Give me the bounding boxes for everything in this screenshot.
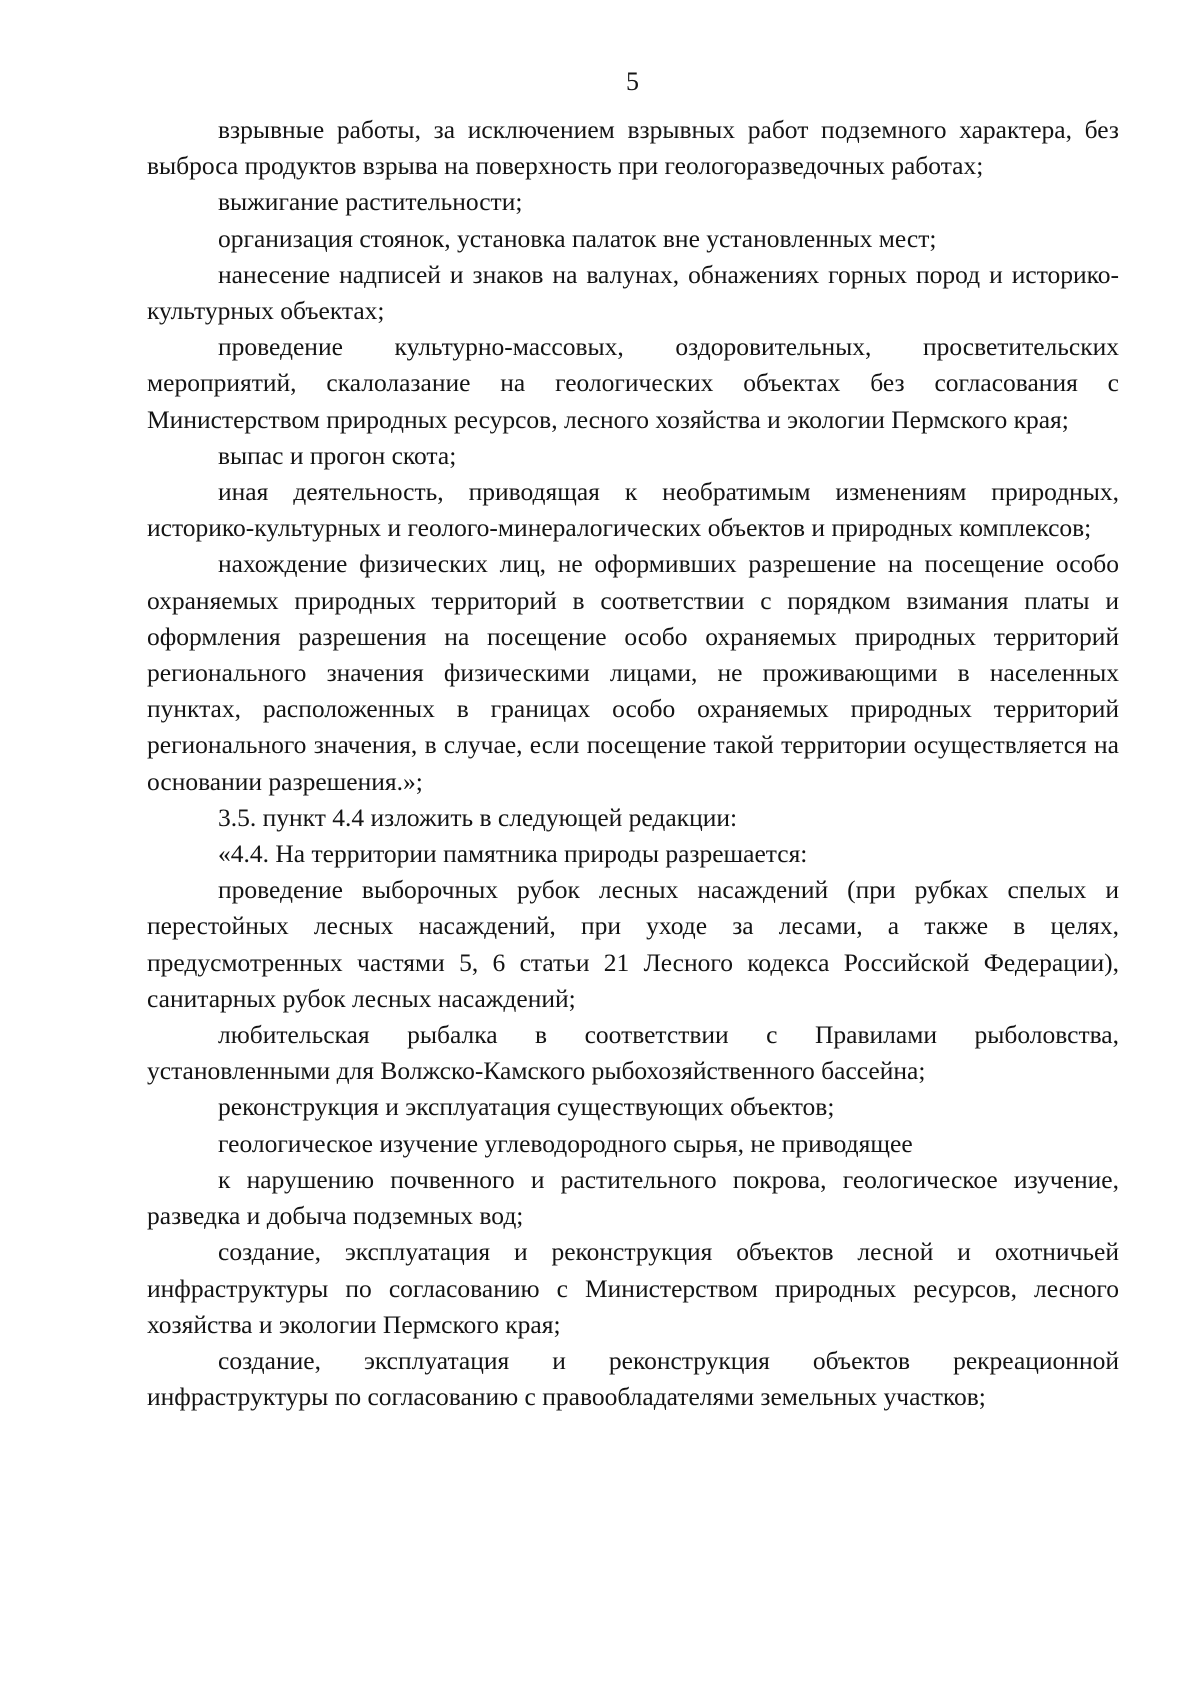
paragraph: нахождение физических лиц, не оформивших разрешение на посещение особо охраняемых природных территорий в соответствии с порядком взимания платы и оформления разрешения на посещение особо охраняемых природных территорий регионального значения физическими лицами, не проживающими в населенных пунктах, расположенных в границах особо охраняемых природных территорий регионального значения, в случае, если посещение такой территории осуществляется на основании разрешения.»; <box>147 549 1119 796</box>
paragraph: «4.4. На территории памятника природы разрешается: <box>218 839 808 869</box>
paragraph: организация стоянок, установка палаток вне установленных мест; <box>218 223 937 253</box>
paragraph: геологическое изучение углеводородного сырья, не приводящее <box>218 1128 913 1158</box>
paragraph: взрывные работы, за исключением взрывных работ подземного характера, без выброса продуктов взрыва на поверхность при геологоразведочных работах; <box>147 115 1119 181</box>
paragraph: создание, эксплуатация и реконструкция объектов лесной и охотничьей инфраструктуры по согласованию с Министерством природных ресурсов, лесного хозяйства и экологии Пермского края; <box>147 1237 1119 1339</box>
paragraph: нанесение надписей и знаков на валунах, обнажениях горных пород и историко-культурных объектах; <box>147 259 1119 326</box>
paragraph: выжигание растительности; <box>218 187 523 217</box>
paragraph: выпас и прогон скота; <box>218 440 457 470</box>
paragraph: реконструкция и эксплуатация существующих объектов; <box>218 1092 835 1122</box>
paragraph: проведение культурно-массовых, оздоровительных, просветительских мероприятий, скалолазание на геологических объектах без согласования с Министерством природных ресурсов, лесного хозяйства и экологии Пермского края; <box>147 332 1119 434</box>
paragraph: к нарушению почвенного и растительного покрова, геологическое изучение, разведка и добыча подземных вод; <box>147 1164 1119 1231</box>
paragraph: создание, эксплуатация и реконструкция объектов рекреационной инфраструктуры по согласованию с правообладателями земельных участков; <box>147 1345 1119 1412</box>
paragraph: любительская рыбалка в соответствии с Правилами рыболовства, установленными для Волжско-Камского рыбохозяйственного бассейна; <box>147 1020 1119 1086</box>
document-body <box>147 112 1119 1415</box>
page-number: 5 <box>626 67 639 96</box>
paragraph: проведение выборочных рубок лесных насаждений (при рубках спелых и перестойных лесных насаждений, при уходе за лесами, а также в целях, предусмотренных частями 5, 6 статьи 21 Лесного кодекса Российской Федерации), санитарных рубок лесных насаждений; <box>147 875 1119 1013</box>
paragraph: иная деятельность, приводящая к необратимым изменениям природных, историко-культурных и геолого-минералогических объектов и природных комплексов; <box>147 477 1119 543</box>
paragraph: 3.5. пункт 4.4 изложить в следующей редакции: <box>218 802 738 832</box>
